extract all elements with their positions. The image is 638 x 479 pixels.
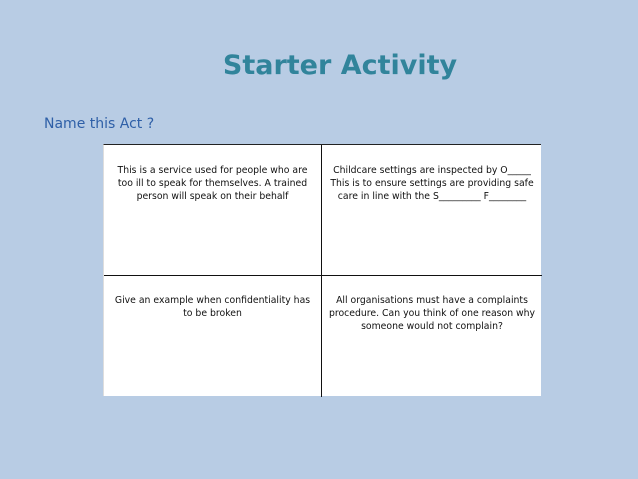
activity-cell-top-left: This is a service used for people who are too ill to speak for themselves. A trained person will speak on their behalf <box>104 145 322 276</box>
activity-cell-top-right: Childcare settings are inspected by O_____ This is to ensure settings are providing safe care in line with the S_________ F________ <box>322 145 542 276</box>
slide-subtitle: Name this Act ? <box>44 116 155 132</box>
slide-title: Starter Activity <box>222 50 458 81</box>
activity-cell-bottom-right: All organisations must have a complaints procedure. Can you think of one reason why someone would not complain? <box>328 295 536 332</box>
activity-cell-bottom-left: Give an example when confidentiality has to be broken <box>104 276 322 397</box>
activity-grid <box>103 144 541 396</box>
